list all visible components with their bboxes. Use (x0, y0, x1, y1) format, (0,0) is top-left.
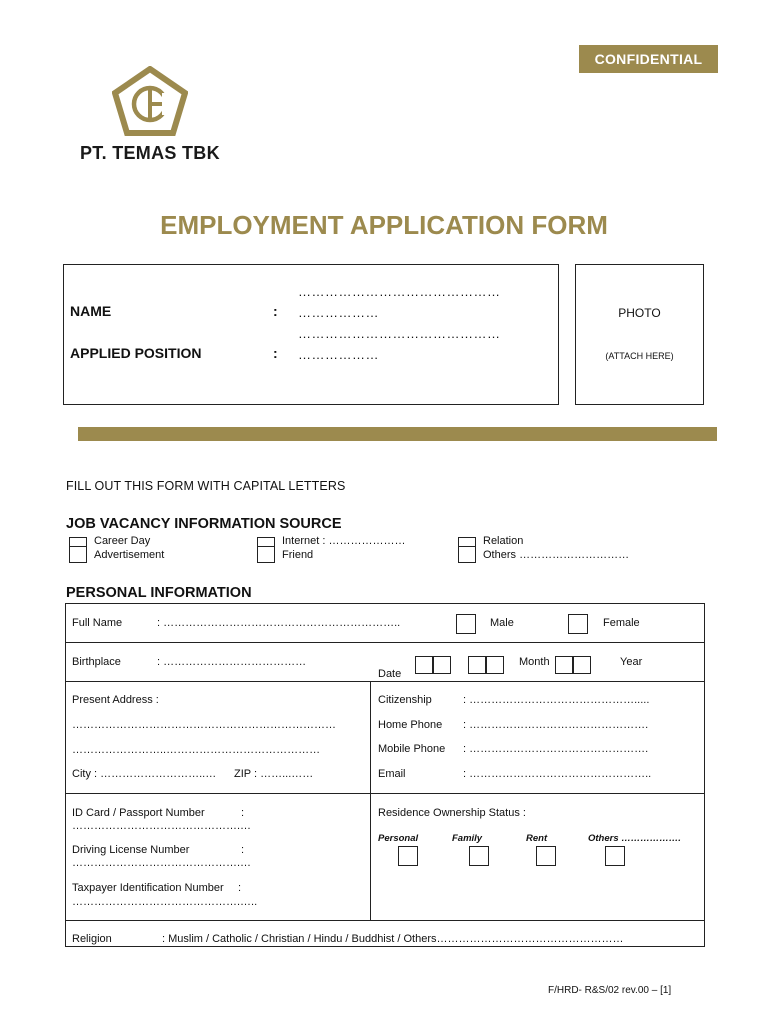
career-day-label: Career Day (94, 535, 151, 547)
female-checkbox[interactable] (568, 614, 588, 634)
birthplace-label: Birthplace (72, 656, 121, 668)
residence-others-checkbox[interactable] (605, 846, 625, 866)
full-name-label: Full Name (72, 617, 123, 629)
position-dots-1[interactable]: ……………………………………… (298, 326, 501, 341)
divider-bar (78, 427, 717, 441)
residence-others-label: Others ………………. (588, 833, 681, 844)
mobile-phone-label: Mobile Phone (378, 743, 446, 755)
month-box-2[interactable] (486, 656, 504, 674)
vacancy-heading: JOB VACANCY INFORMATION SOURCE (66, 516, 342, 532)
mobile-phone-field[interactable]: : …………………………………………. (463, 743, 649, 755)
others-checkbox[interactable] (458, 546, 476, 563)
photo-label: PHOTO (618, 306, 661, 320)
driving-license-colon: : (241, 844, 245, 856)
residence-personal-checkbox[interactable] (398, 846, 418, 866)
position-dots-2[interactable]: ……………… (298, 347, 379, 362)
home-phone-label: Home Phone (378, 719, 443, 731)
male-checkbox[interactable] (456, 614, 476, 634)
form-code-footer: F/HRD- R&S/02 rev.00 – [1] (548, 985, 672, 996)
city-field[interactable]: City : ………………………..… (72, 768, 217, 780)
photo-box[interactable] (575, 264, 704, 405)
advertisement-checkbox[interactable] (69, 546, 87, 563)
row-divider (65, 920, 705, 921)
month-label: Month (519, 656, 550, 668)
male-label: Male (490, 617, 514, 629)
instruction-text: FILL OUT THIS FORM WITH CAPITAL LETTERS (66, 479, 346, 493)
address-field-2[interactable]: ……………………..…………………………………… (72, 744, 321, 756)
friend-checkbox[interactable] (257, 546, 275, 563)
residence-family-checkbox[interactable] (469, 846, 489, 866)
personal-heading: PERSONAL INFORMATION (66, 585, 252, 601)
year-box-1[interactable] (555, 656, 573, 674)
residence-status-label: Residence Ownership Status : (378, 807, 526, 819)
residence-rent-label: Rent (526, 833, 548, 844)
religion-options[interactable]: : Muslim / Catholic / Christian / Hindu / Buddhist / Others…………………………………………… (162, 933, 624, 945)
pentagon-ce-logo-icon (112, 66, 188, 136)
date-box-2[interactable] (433, 656, 451, 674)
female-label: Female (603, 617, 640, 629)
form-title: EMPLOYMENT APPLICATION FORM (160, 210, 608, 240)
id-card-label: ID Card / Passport Number (72, 807, 205, 819)
address-field-1[interactable]: ……………………………………………………………… (72, 719, 336, 731)
name-dots-1[interactable]: ……………………………………… (298, 284, 501, 299)
applied-position-label: APPLIED POSITION (70, 345, 202, 361)
full-name-field[interactable]: : ……………………………………………………….. (157, 617, 401, 629)
date-box-1[interactable] (415, 656, 433, 674)
name-dots-2[interactable]: ……………… (298, 305, 379, 320)
driving-license-field[interactable]: ……………………………………….… (72, 857, 252, 869)
id-card-colon: : (241, 807, 245, 819)
name-colon: : (273, 303, 278, 319)
home-phone-field[interactable]: : …………………………………………. (463, 719, 649, 731)
citizenship-field[interactable]: : ………………………………………..... (463, 694, 650, 706)
position-colon: : (273, 345, 278, 361)
birthplace-field[interactable]: : ………………………………… (157, 656, 307, 668)
taxpayer-label: Taxpayer Identification Number (72, 882, 224, 894)
religion-label: Religion (72, 933, 112, 945)
id-card-field[interactable]: ……………………………………….… (72, 820, 252, 832)
zip-field[interactable]: ZIP : ……...…… (234, 768, 314, 780)
friend-label: Friend (282, 549, 314, 561)
row-divider (65, 793, 705, 794)
email-label: Email (378, 768, 406, 780)
company-name: PT. TEMAS TBK (80, 143, 220, 163)
others-label: Others ………………………… (483, 549, 630, 561)
confidential-badge: CONFIDENTIAL (579, 45, 718, 73)
taxpayer-field[interactable]: ……………………………………….….. (72, 896, 258, 908)
present-address-label: Present Address : (72, 694, 159, 706)
relation-label: Relation (483, 535, 524, 547)
name-label: NAME (70, 303, 112, 319)
residence-rent-checkbox[interactable] (536, 846, 556, 866)
email-field[interactable]: : ………………………………………….. (463, 768, 652, 780)
column-divider (370, 681, 371, 920)
year-box-2[interactable] (573, 656, 591, 674)
year-label: Year (620, 656, 643, 668)
taxpayer-colon: : (238, 882, 242, 894)
photo-note: (ATTACH HERE) (605, 351, 674, 361)
residence-family-label: Family (452, 833, 483, 844)
advertisement-label: Advertisement (94, 549, 165, 561)
row-divider (65, 681, 705, 682)
residence-personal-label: Personal (378, 833, 419, 844)
date-label: Date (378, 668, 402, 680)
driving-license-label: Driving License Number (72, 844, 190, 856)
internet-label: Internet : ………………… (282, 535, 406, 547)
month-box-1[interactable] (468, 656, 486, 674)
citizenship-label: Citizenship (378, 694, 432, 706)
row-divider (65, 642, 705, 643)
